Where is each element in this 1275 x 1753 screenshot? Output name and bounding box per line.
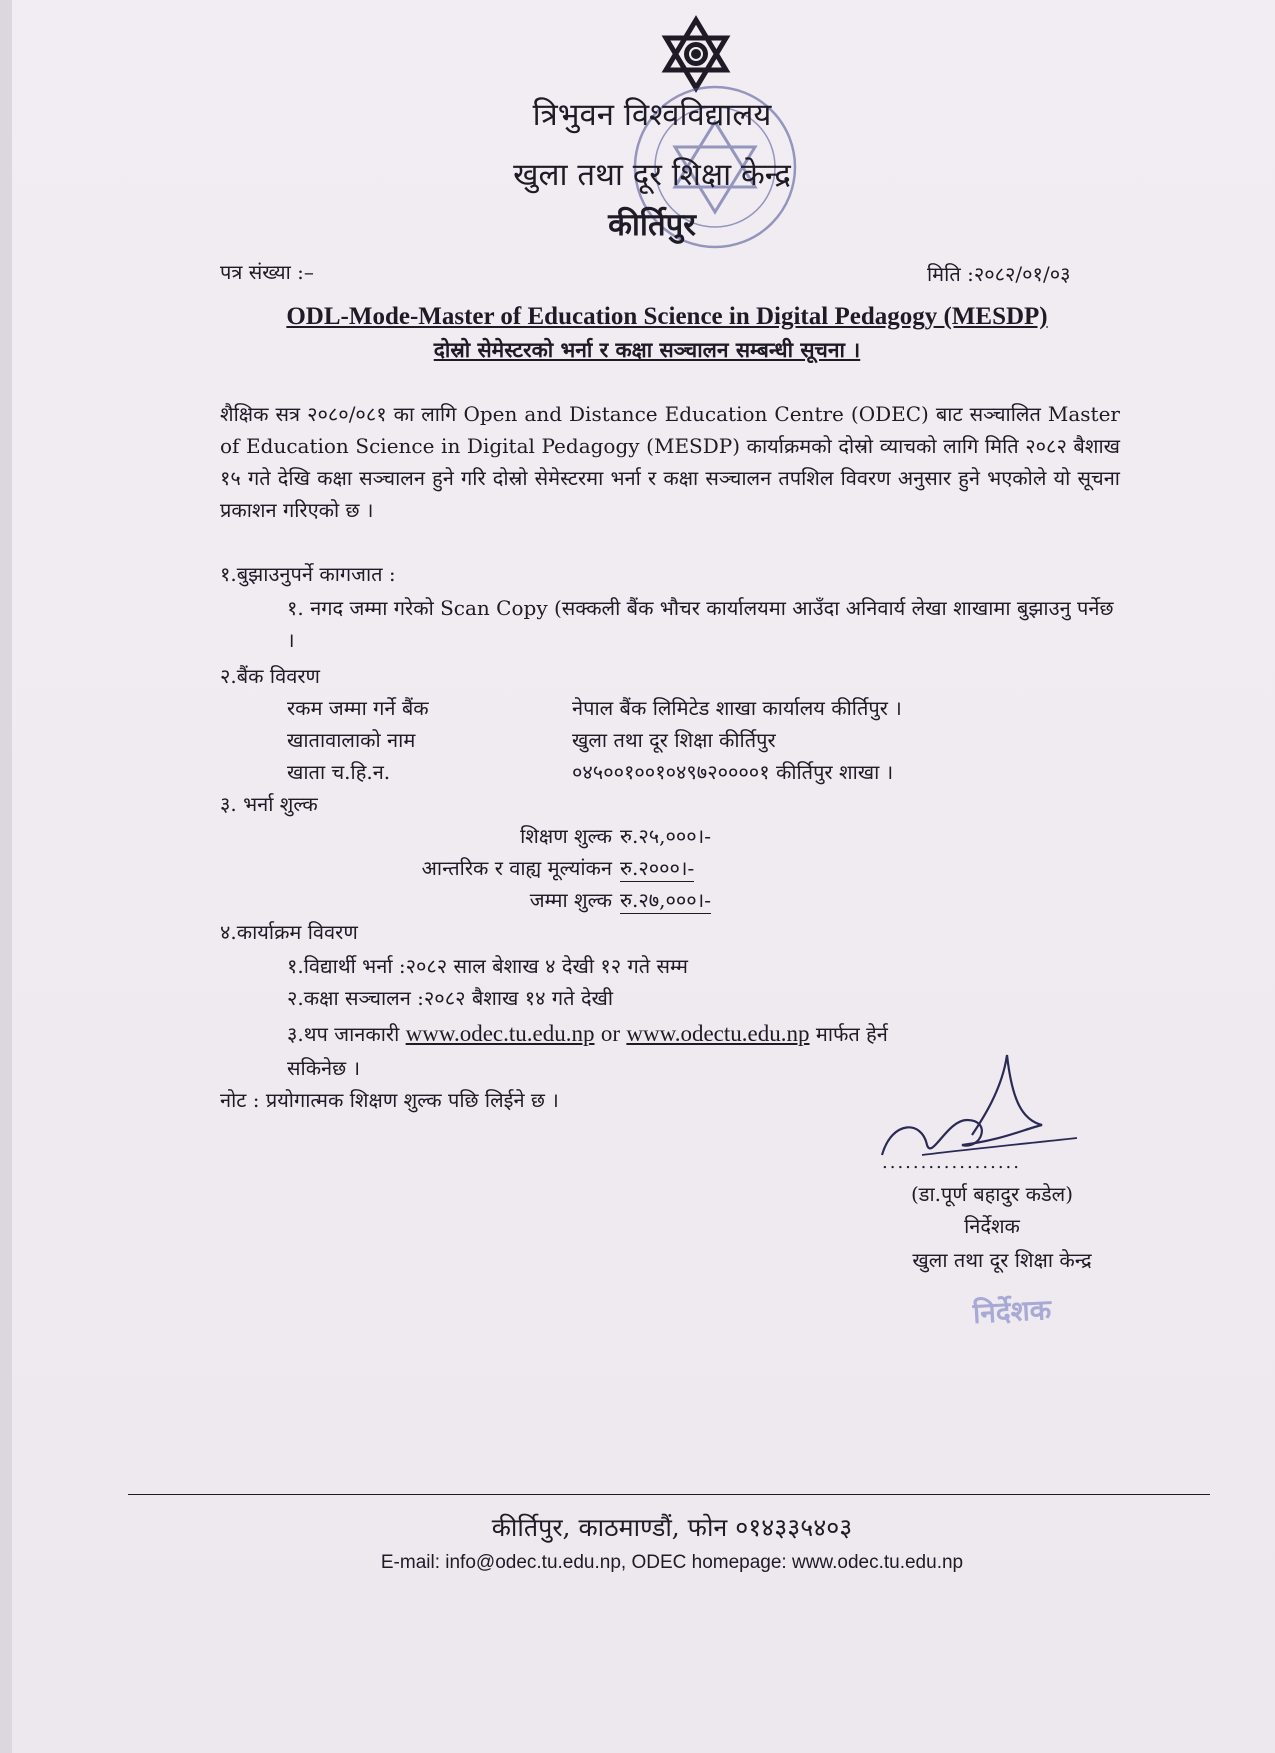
account-name-label: खातावालाको नाम — [287, 728, 416, 752]
tu-emblem-logo — [663, 18, 729, 90]
admission-period: १.विद्यार्थी भर्ना :२०८२ साल बेशाख ४ देखी १२ गते सम्म — [287, 954, 688, 978]
footer-divider — [128, 1494, 1210, 1495]
notice-title-nepali — [312, 336, 982, 364]
evaluation-fee-amount: रु.२०००।- — [620, 856, 695, 880]
odec-link-1[interactable]: www.odec.tu.edu.np — [405, 1021, 595, 1046]
intro-paragraph: शैक्षिक सत्र २०८०/०८१ का लागि Open and Distance Education Centre (ODEC) बाट सञ्चालित Master of Education Science in Digital Pedagogy (MESDP) कार्याक्रमको दोस्रो व्याचको लागि मिति २०८२ बैशाख १५ गते देखि कक्षा सञ्चालन हुने गरि दोस्रो सेमेस्टरमा भर्ना र कक्षा सञ्चालन तपशिल विवरण अनुसार हुने भएकोले यो सूचना प्रकाशन गरिएको छ । — [220, 402, 1120, 522]
account-number-label: खाता च.हि.न. — [287, 760, 391, 784]
tuition-fee-amount: रु.२५,०००।- — [620, 824, 712, 848]
reference-number: पत्र संख्या :– — [220, 260, 314, 284]
admission-fee-heading: ३. भर्ना शुल्क — [220, 792, 318, 816]
document-page — [12, 0, 1275, 1753]
notice-title-line2: दोस्रो सेमेस्टरको भर्ना र कक्षा सञ्चालन सम्बन्धी सूचना । — [433, 337, 861, 362]
director-title: निर्देशक — [964, 1214, 1020, 1238]
director-name: (डा.पूर्ण बहादुर कडेल) — [910, 1182, 1074, 1206]
more-info-line — [287, 1018, 1127, 1050]
director-rubber-stamp: निर्देशक — [972, 1292, 1052, 1331]
bank-details-heading: २.बैंक विवरण — [220, 664, 320, 688]
signature-dots: .................. — [882, 1152, 1021, 1173]
university-name: त्रिभुवन विश्वविद्यालय — [532, 97, 772, 133]
odec-link-2[interactable]: www.odectu.edu.np — [626, 1021, 810, 1046]
evaluation-fee-label: आन्तरिक र वाह्य मूल्यांकन — [421, 856, 612, 880]
documents-heading: १.बुझाउनुपर्ने कागजात : — [220, 562, 396, 586]
bank-value: नेपाल बैंक लिमिटेड शाखा कार्यालय कीर्तिपुर । — [572, 696, 902, 720]
account-number-value: ०४५००१००१०४९७२००००१ कीर्तिपुर शाखा । — [572, 760, 894, 784]
place-name: कीर्तिपुर — [608, 207, 696, 243]
more-info-prefix: ३.थप जानकारी — [287, 1022, 400, 1046]
notice-title-line1: ODL-Mode-Master of Education Science in Digital Pedagogy (MESDP) — [286, 303, 1048, 330]
note-text: नोट : प्रयोगात्मक शिक्षण शुल्क पछि लिईने छ । — [220, 1088, 559, 1112]
or-text: or — [600, 1021, 621, 1046]
documents-item: १. नगद जम्मा गरेको Scan Copy (सक्कली बैंक भौचर कार्यालयमा आउँदा अनिवार्य लेखा शाखामा बुझाउनु पर्नेछ । — [287, 596, 1114, 652]
footer-contact: E-mail: info@odec.tu.edu.np, ODEC homepage: www.odec.tu.edu.np — [380, 1552, 964, 1573]
centre-name: खुला तथा दूर शिक्षा केन्द्र — [513, 157, 791, 193]
tuition-fee-label: शिक्षण शुल्क — [520, 824, 612, 848]
class-start: २.कक्षा सञ्चालन :२०८२ बैशाख १४ गते देखी — [287, 986, 614, 1010]
more-info-suffix: मार्फत हेर्न — [815, 1022, 888, 1046]
notice-title-english — [162, 303, 1172, 331]
director-organization: खुला तथा दूर शिक्षा केन्द्र — [912, 1248, 1092, 1272]
footer-address: कीर्तिपुर, काठमाण्डौं, फोन ०१४३३५४०३ — [491, 1513, 853, 1542]
more-info-continuation: सकिनेछ । — [287, 1056, 361, 1080]
total-fee-amount: रु.२७,०००।- — [620, 888, 712, 912]
letter-date: मिति :२०८२/०१/०३ — [927, 262, 1071, 286]
account-name-value: खुला तथा दूर शिक्षा कीर्तिपुर — [572, 728, 776, 752]
program-details-heading: ४.कार्याक्रम विवरण — [220, 920, 358, 944]
bank-label: रकम जम्मा गर्ने बैंक — [287, 696, 429, 720]
total-fee-label: जम्मा शुल्क — [529, 888, 612, 912]
